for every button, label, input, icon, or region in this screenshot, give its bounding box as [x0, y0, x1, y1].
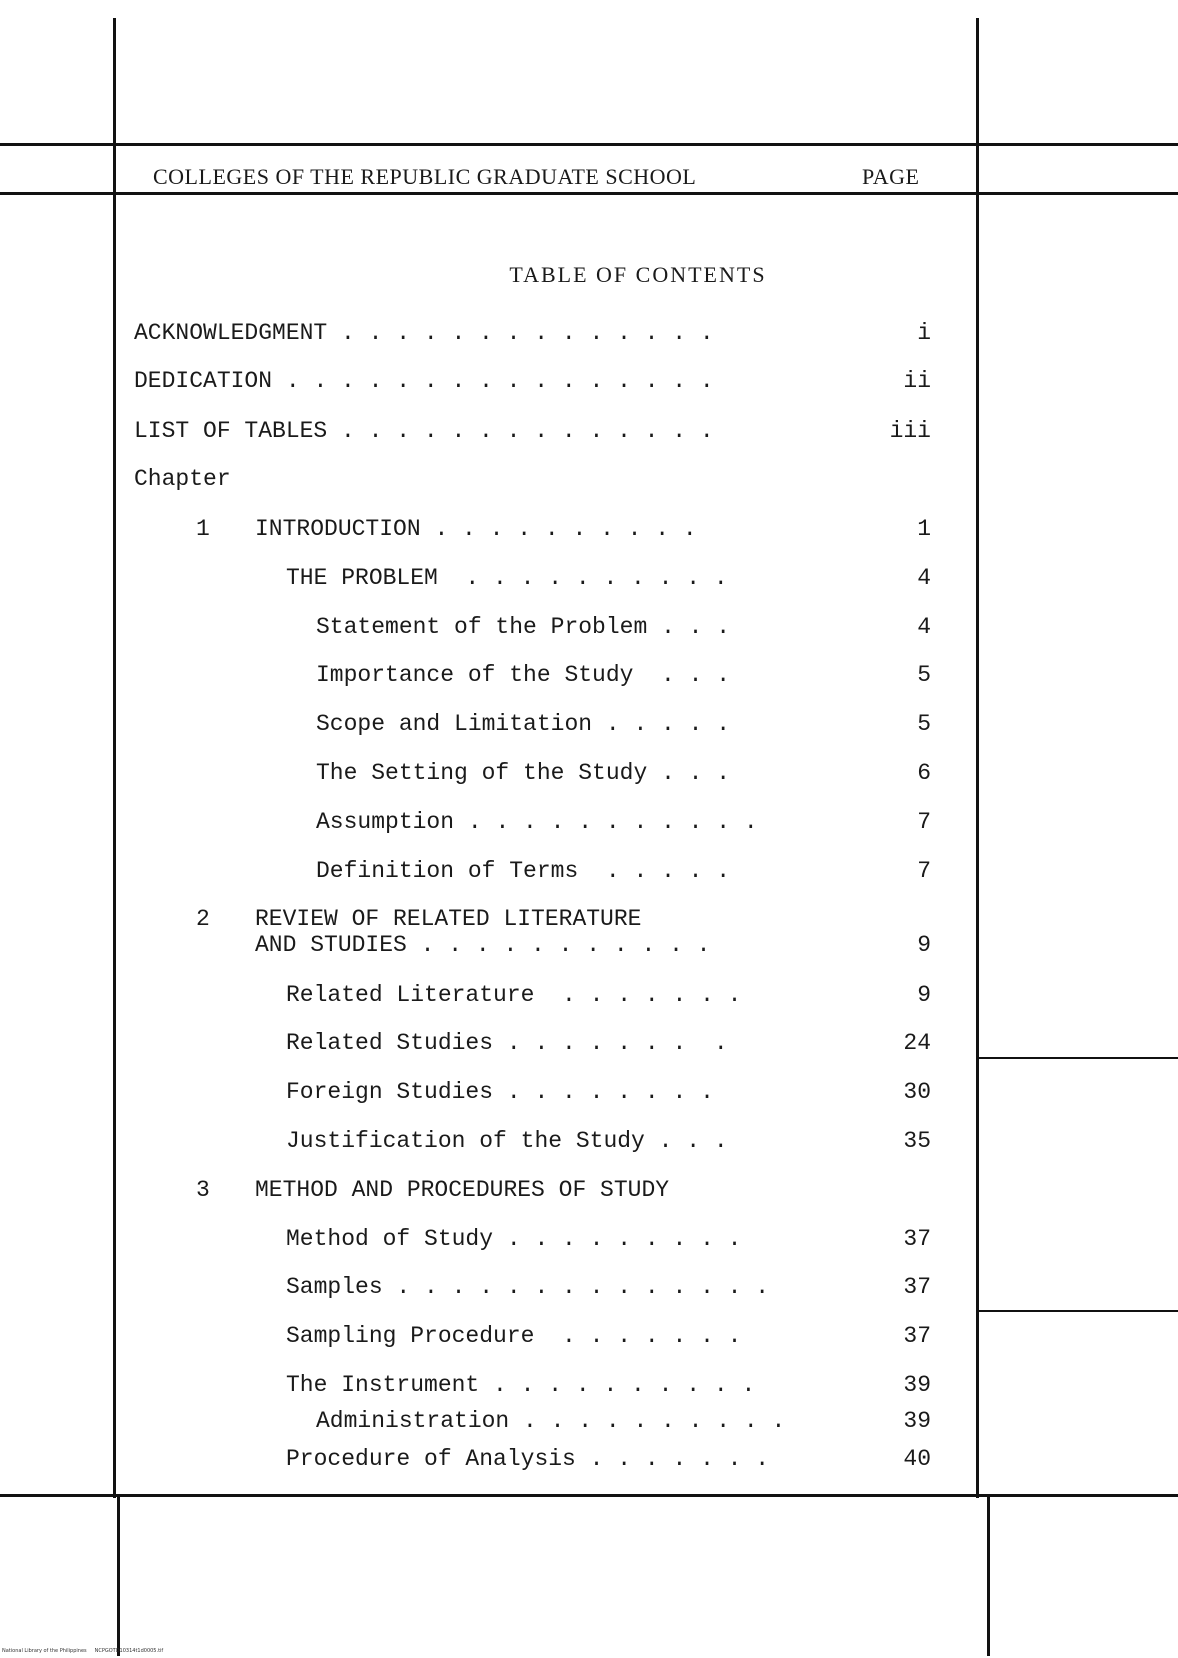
toc-page-dedication: ii	[903, 368, 931, 394]
chapter-number: 1	[196, 516, 210, 542]
toc-entry-acknowledgment: ACKNOWLEDGMENT . . . . . . . . . . . . . .	[134, 320, 714, 346]
toc-page-samples: 37	[903, 1274, 931, 1300]
toc-page-importance: 5	[917, 662, 931, 688]
toc-entry-importance: Importance of the Study . . .	[316, 662, 731, 688]
scan-footer: National Library of the Philippines NCPGOTD10314t1d0005.tif	[2, 1648, 164, 1654]
toc-page-foreign-studies: 30	[903, 1079, 931, 1105]
toc-entry-instrument: The Instrument . . . . . . . . . .	[286, 1372, 756, 1398]
toc-entry-setting: The Setting of the Study . . .	[316, 760, 731, 786]
toc-entry-the-problem: THE PROBLEM . . . . . . . . . .	[286, 565, 728, 591]
school-header: COLLEGES OF THE REPUBLIC GRADUATE SCHOOL	[153, 164, 697, 189]
chapter-label: Chapter	[134, 466, 231, 492]
toc-entry-review-title-cont: AND STUDIES . . . . . . . . . . .	[255, 932, 711, 958]
left-border-line	[113, 18, 116, 1498]
toc-entry-list-of-tables: LIST OF TABLES . . . . . . . . . . . . . .	[134, 418, 714, 444]
toc-page-scope: 5	[917, 711, 931, 737]
toc-page-related-studies: 24	[903, 1030, 931, 1056]
chapter-number: 2	[196, 906, 210, 932]
toc-page-review: 9	[917, 932, 931, 958]
toc-page-introduction: 1	[917, 516, 931, 542]
toc-entry-foreign-studies: Foreign Studies . . . . . . . .	[286, 1079, 714, 1105]
toc-page-definition: 7	[917, 858, 931, 884]
toc-page-procedure-of-analysis: 40	[903, 1446, 931, 1472]
toc-entry-statement: Statement of the Problem . . .	[316, 614, 731, 640]
header-bottom-rule	[0, 192, 1178, 195]
toc-page-sampling-procedure: 37	[903, 1323, 931, 1349]
toc-page-instrument: 39	[903, 1372, 931, 1398]
toc-title: TABLE OF CONTENTS	[509, 262, 767, 287]
toc-entry-definition: Definition of Terms . . . . .	[316, 858, 731, 884]
right-margin-tick-lower	[978, 1310, 1178, 1312]
toc-entry-sampling-procedure: Sampling Procedure . . . . . . .	[286, 1323, 742, 1349]
toc-entry-administration: Administration . . . . . . . . . .	[316, 1408, 786, 1434]
toc-entry-method-of-study: Method of Study . . . . . . . . .	[286, 1226, 742, 1252]
toc-page-method-of-study: 37	[903, 1226, 931, 1252]
toc-page-assumption: 7	[917, 809, 931, 835]
chapter-number: 3	[196, 1177, 210, 1203]
toc-entry-dedication: DEDICATION . . . . . . . . . . . . . . . .	[134, 368, 714, 394]
right-border-line-lower	[987, 1496, 990, 1656]
toc-page-statement: 4	[917, 614, 931, 640]
bottom-rule	[0, 1494, 1178, 1497]
page-column-label: PAGE	[862, 164, 920, 189]
toc-entry-method-procedures: METHOD AND PROCEDURES OF STUDY	[255, 1177, 670, 1203]
toc-page-setting: 6	[917, 760, 931, 786]
toc-entry-samples: Samples . . . . . . . . . . . . . .	[286, 1274, 770, 1300]
toc-page-the-problem: 4	[917, 565, 931, 591]
right-border-line	[976, 18, 979, 1498]
toc-entry-related-studies: Related Studies . . . . . . . .	[286, 1030, 728, 1056]
toc-page-list-of-tables: iii	[889, 418, 931, 444]
toc-entry-assumption: Assumption . . . . . . . . . . .	[316, 809, 758, 835]
toc-entry-justification: Justification of the Study . . .	[286, 1128, 728, 1154]
left-border-line-lower	[117, 1496, 120, 1656]
toc-entry-review-title: REVIEW OF RELATED LITERATURE	[255, 906, 642, 932]
toc-entry-scope: Scope and Limitation . . . . .	[316, 711, 731, 737]
toc-page-related-literature: 9	[917, 982, 931, 1008]
toc-page-acknowledgment: i	[917, 320, 931, 346]
header-top-rule	[0, 143, 1178, 146]
toc-entry-introduction: INTRODUCTION . . . . . . . . . .	[255, 516, 697, 542]
toc-entry-procedure-of-analysis: Procedure of Analysis . . . . . . .	[286, 1446, 770, 1472]
right-margin-tick-upper	[978, 1057, 1178, 1059]
toc-page-administration: 39	[903, 1408, 931, 1434]
toc-page-justification: 35	[903, 1128, 931, 1154]
toc-entry-related-literature: Related Literature . . . . . . .	[286, 982, 742, 1008]
